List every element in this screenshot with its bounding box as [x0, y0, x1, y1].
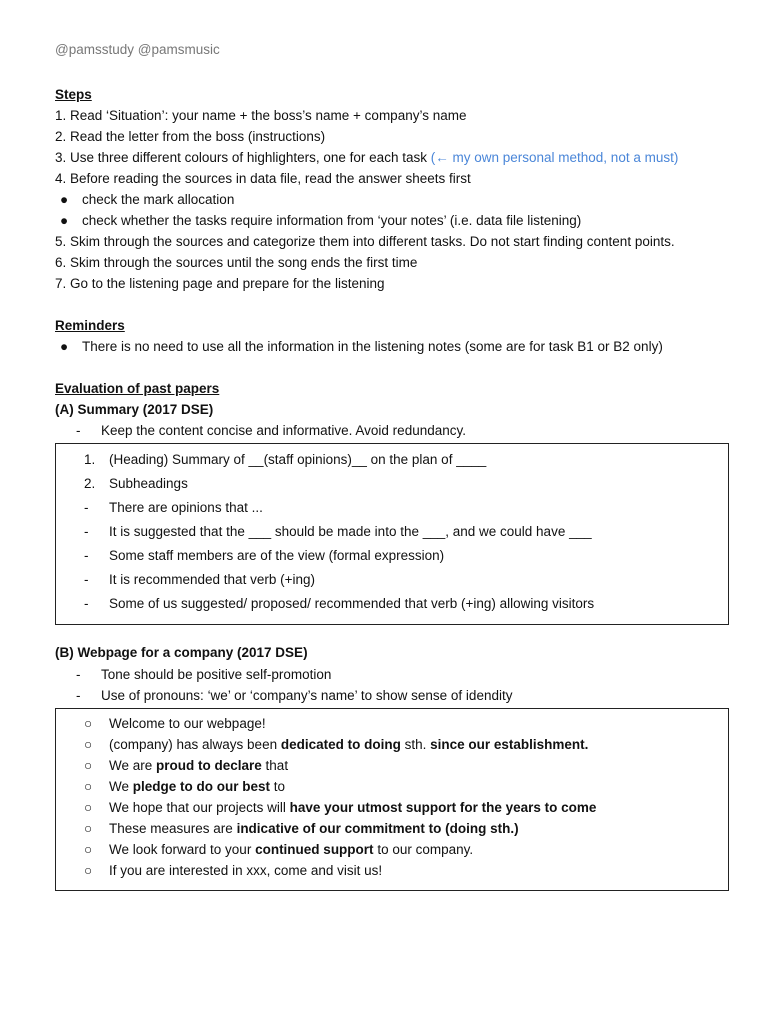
step-6: 6. Skim through the sources until the song ends the first time — [55, 255, 418, 270]
point-text: Tone should be positive self-promotion — [101, 667, 332, 682]
row-text: Subheadings — [109, 476, 188, 491]
list-marker: 1. — [84, 452, 96, 467]
circle-bullet-icon: ○ — [84, 863, 93, 878]
list-marker: - — [84, 572, 89, 587]
list-marker: - — [84, 596, 89, 611]
dash-marker: - — [76, 423, 81, 438]
author-handle: @pamsstudy @pamsmusic — [55, 42, 220, 57]
section-a-title: (A) Summary (2017 DSE) — [55, 402, 214, 417]
row-text — [109, 737, 588, 752]
bullet-icon: ● — [60, 339, 69, 354]
step-3-text: 3. Use three different colours of highlighters, one for each task — [55, 150, 427, 165]
step-7: 7. Go to the listening page and prepare for the listening — [55, 276, 385, 291]
bold-phrase: proud to declare — [156, 758, 262, 773]
bold-phrase: continued support — [255, 842, 374, 857]
steps-heading: Steps — [55, 87, 92, 102]
list-marker: - — [84, 548, 89, 563]
row-text — [109, 758, 288, 773]
step-2: 2. Read the letter from the boss (instructions) — [55, 129, 326, 144]
circle-bullet-icon: ○ — [84, 821, 93, 836]
row-text: Some staff members are of the view (formal expression) — [109, 548, 445, 563]
section-b-title: (B) Webpage for a company (2017 DSE) — [55, 645, 308, 660]
sub-text: check whether the tasks require information from ‘your notes’ (i.e. data file listening) — [82, 213, 582, 228]
circle-bullet-icon: ○ — [84, 800, 93, 815]
row-text: Some of us suggested/ proposed/ recommended that verb (+ing) allowing visitors — [109, 596, 595, 611]
text-part: to — [270, 779, 286, 794]
point-text: Use of pronouns: ‘we’ or ‘company’s name’ to show sense of idendity — [101, 688, 513, 703]
row-text: (Heading) Summary of __(staff opinions)__ on the plan of ____ — [109, 452, 487, 467]
reminders-heading: Reminders — [55, 318, 125, 333]
dash-marker: - — [76, 688, 81, 703]
bold-phrase: since our establishment. — [430, 737, 589, 752]
text-part: We hope that our projects will — [109, 800, 290, 815]
step-4: 4. Before reading the sources in data file, read the answer sheets first — [55, 171, 471, 186]
row-text: It is suggested that the ___ should be made into the ___, and we could have ___ — [109, 524, 592, 539]
circle-bullet-icon: ○ — [84, 716, 93, 731]
list-marker: - — [84, 524, 89, 539]
reminder-text: There is no need to use all the information in the listening notes (some are for task B1 or B2 only) — [82, 339, 663, 354]
row-text: It is recommended that verb (+ing) — [109, 572, 315, 587]
circle-bullet-icon: ○ — [84, 758, 93, 773]
text-part: sth. — [400, 737, 431, 752]
row-text: If you are interested in xxx, come and visit us! — [109, 863, 383, 878]
summary-phrases-box — [55, 443, 729, 625]
list-marker: 2. — [84, 476, 96, 491]
bold-phrase: pledge to do our best — [132, 779, 271, 794]
text-part: We — [109, 779, 133, 794]
row-text — [109, 821, 519, 836]
row-text: Welcome to our webpage! — [109, 716, 266, 731]
step-3 — [55, 150, 678, 165]
text-part: that — [261, 758, 289, 773]
dash-marker: - — [76, 667, 81, 682]
row-text: There are opinions that ... — [109, 500, 263, 515]
sub-text: check the mark allocation — [82, 192, 235, 207]
circle-bullet-icon: ○ — [84, 842, 93, 857]
bold-phrase: dedicated to doing — [280, 737, 401, 752]
text-part: We are — [109, 758, 157, 773]
text-part: We look forward to your — [109, 842, 256, 857]
text-part: (company) has always been — [109, 737, 281, 752]
webpage-phrases-box — [55, 708, 729, 891]
bullet-icon: ● — [60, 213, 69, 228]
bold-phrase: indicative of our commitment to (doing sth.) — [236, 821, 519, 836]
step-3-note: (← my own personal method, not a must) — [430, 150, 679, 165]
point-text: Keep the content concise and informative. Avoid redundancy. — [101, 423, 466, 438]
evaluation-heading: Evaluation of past papers — [55, 381, 220, 396]
text-part: These measures are — [109, 821, 237, 836]
list-marker: - — [84, 500, 89, 515]
bullet-icon: ● — [60, 192, 69, 207]
circle-bullet-icon: ○ — [84, 779, 93, 794]
circle-bullet-icon: ○ — [84, 737, 93, 752]
step-1: 1. Read ‘Situation’: your name + the boss’s name + company’s name — [55, 108, 467, 123]
row-text — [109, 779, 285, 794]
text-part: to our company. — [373, 842, 474, 857]
step-5: 5. Skim through the sources and categorize them into different tasks. Do not start finding content points. — [55, 234, 675, 249]
bold-phrase: have your utmost support for the years to come — [289, 800, 597, 815]
row-text — [109, 842, 473, 857]
row-text — [109, 800, 596, 815]
